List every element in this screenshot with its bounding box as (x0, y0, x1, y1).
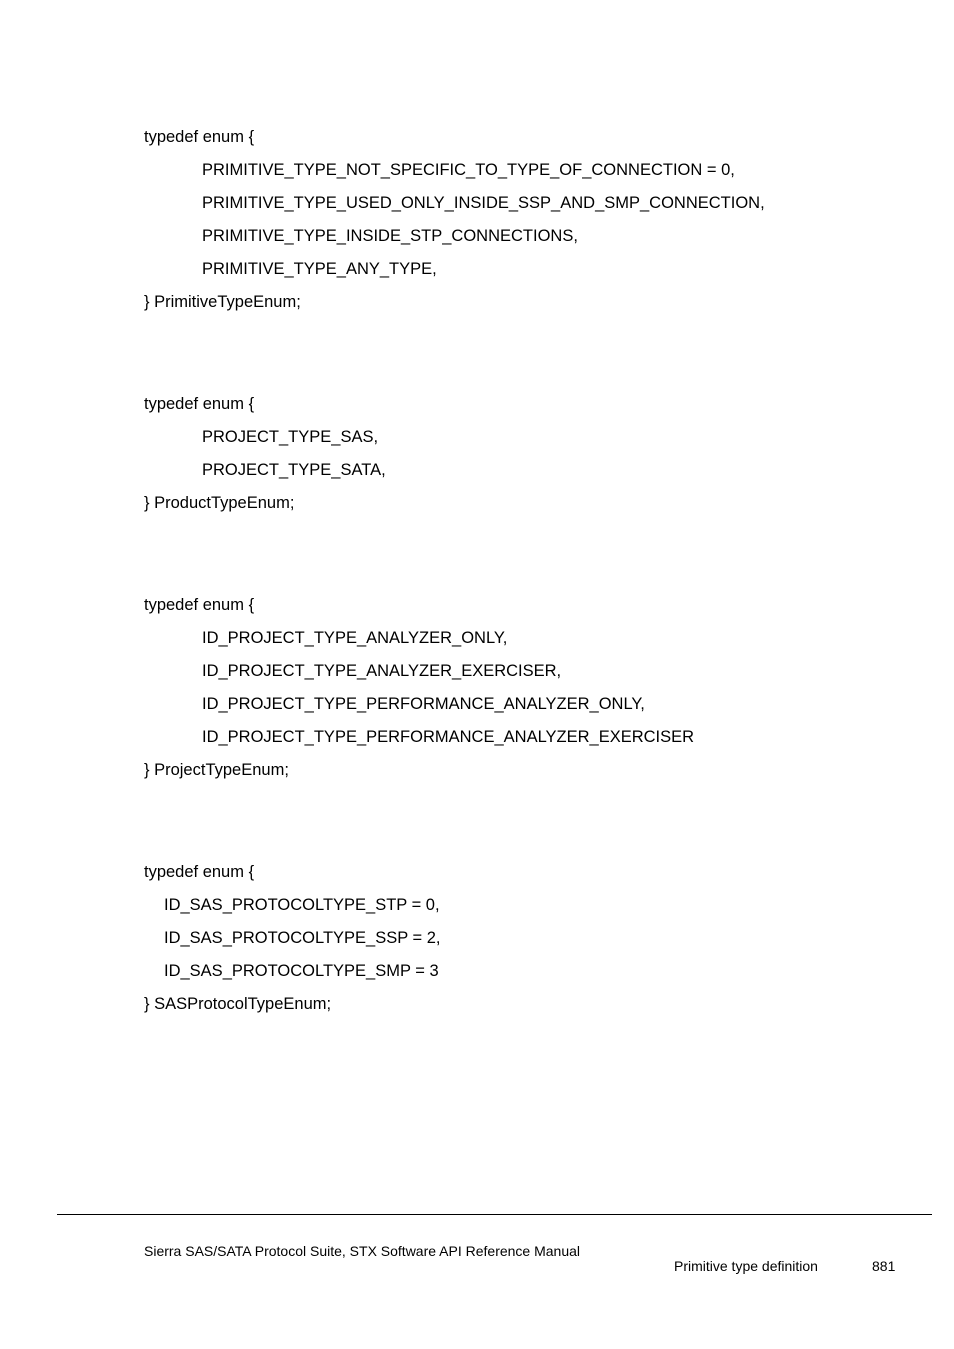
footer-section-title: Primitive type definition (674, 1258, 818, 1274)
enum-block-sas-protocol-type (144, 856, 441, 1021)
enum-open: typedef enum { (144, 128, 255, 146)
footer-manual-title: Sierra SAS/SATA Protocol Suite, STX Software API Reference Manual (144, 1243, 581, 1259)
enum-member: ID_PROJECT_TYPE_ANALYZER_EXERCISER, (202, 662, 562, 680)
enum-member: ID_PROJECT_TYPE_PERFORMANCE_ANALYZER_ONLY, (202, 695, 645, 713)
enum-close: } ProductTypeEnum; (144, 494, 295, 512)
enum-open: typedef enum { (144, 863, 255, 881)
enum-member: PROJECT_TYPE_SAS, (202, 428, 379, 446)
footer-page-number: 881 (872, 1258, 896, 1274)
enum-member: PROJECT_TYPE_SATA, (202, 461, 386, 479)
enum-open: typedef enum { (144, 596, 255, 614)
enum-block-project-type (144, 589, 694, 787)
enum-member: PRIMITIVE_TYPE_USED_ONLY_INSIDE_SSP_AND_SMP_CONNECTION, (202, 194, 765, 212)
footer-divider (57, 1214, 932, 1215)
enum-open: typedef enum { (144, 395, 255, 413)
enum-member: ID_SAS_PROTOCOLTYPE_STP = 0, (164, 896, 440, 914)
enum-member: PRIMITIVE_TYPE_ANY_TYPE, (202, 260, 437, 278)
enum-member: PRIMITIVE_TYPE_INSIDE_STP_CONNECTIONS, (202, 227, 578, 245)
enum-block-primitive-type (144, 121, 765, 319)
enum-block-product-type (144, 388, 386, 520)
enum-close: } PrimitiveTypeEnum; (144, 293, 301, 311)
enum-close: } ProjectTypeEnum; (144, 761, 289, 779)
enum-member: ID_PROJECT_TYPE_ANALYZER_ONLY, (202, 629, 508, 647)
enum-close: } SASProtocolTypeEnum; (144, 995, 332, 1013)
enum-member: ID_PROJECT_TYPE_PERFORMANCE_ANALYZER_EXERCISER (202, 728, 695, 746)
enum-member: ID_SAS_PROTOCOLTYPE_SMP = 3 (164, 962, 439, 980)
enum-member: PRIMITIVE_TYPE_NOT_SPECIFIC_TO_TYPE_OF_CONNECTION = 0, (202, 161, 735, 179)
enum-member: ID_SAS_PROTOCOLTYPE_SSP = 2, (164, 929, 441, 947)
